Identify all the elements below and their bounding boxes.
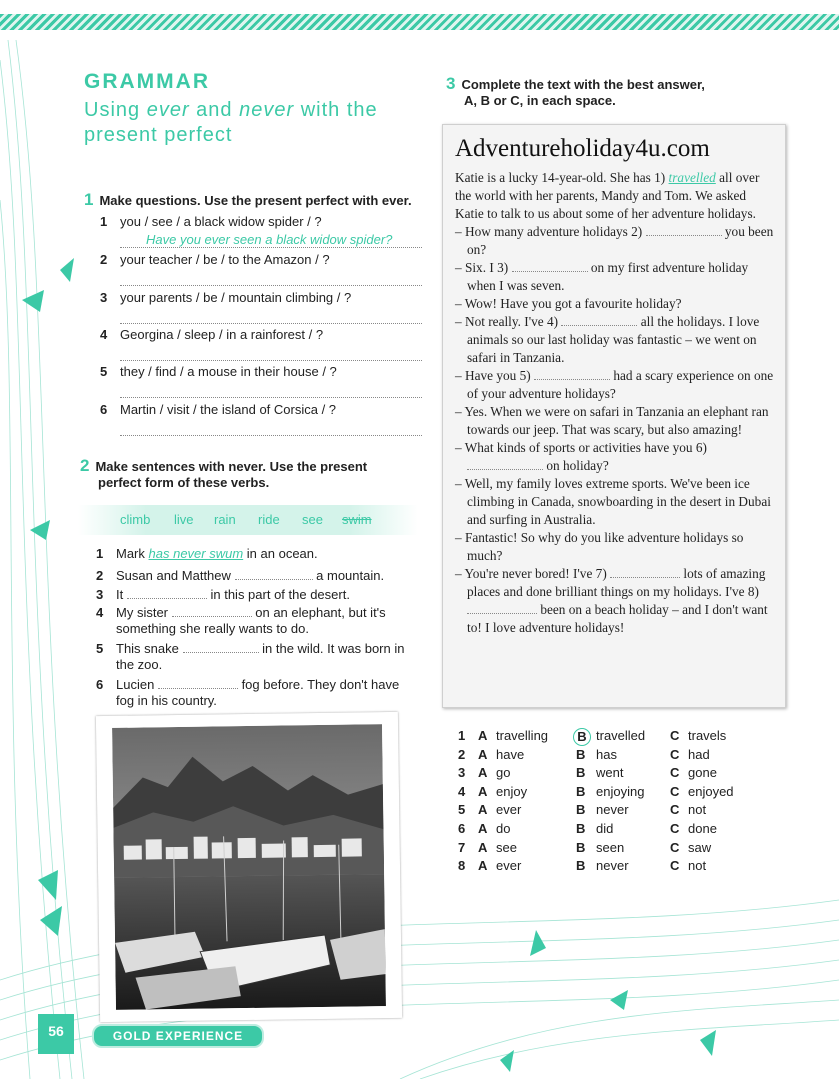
choice-a[interactable]: ever — [496, 802, 522, 818]
page-number: 56 — [38, 1014, 74, 1054]
choice-c[interactable]: enjoyed — [688, 783, 734, 799]
ex2-item: 6 Lucien fog before. They don't have fog in his country. — [96, 677, 400, 708]
choice-b[interactable]: never — [596, 858, 629, 874]
choice-a[interactable]: travelling — [496, 728, 549, 743]
choice-c[interactable]: travels — [688, 728, 727, 743]
section-subheading: Using ever and never with the present perfect — [84, 99, 378, 146]
word-item-crossed: swim — [342, 512, 372, 527]
word-item: live — [174, 512, 194, 527]
answer-blank[interactable] — [646, 223, 722, 236]
ex2-item: 3 It in this part of the desert. — [96, 587, 350, 602]
exercise-3-heading: 3 Complete the text with the best answer, A, B or C, in each space. — [446, 74, 705, 108]
ex1-answer-line[interactable] — [120, 420, 422, 436]
ex2-item: 5 This snake in the wild. It was born in the zoo. — [96, 641, 405, 672]
ex1-answer-line[interactable] — [120, 345, 422, 361]
word-item: ride — [258, 512, 280, 527]
exercise-1-heading: 1 Make questions. Use the present perfect with ever. — [84, 190, 412, 209]
choice-a[interactable]: go — [496, 765, 511, 781]
article-paper — [442, 124, 786, 708]
ex1-answer-line[interactable]: Have you ever seen a black widow spider? — [120, 232, 422, 248]
answer-blank[interactable] — [534, 367, 610, 380]
ex1-question: 3 your parents / be / mountain climbing / ? — [100, 290, 352, 305]
ex1-question: 2 your teacher / be / to the Amazon / ? — [100, 252, 330, 267]
ex2-item: 1 Mark has never swum in an ocean. — [96, 546, 318, 561]
word-item: climb — [120, 512, 151, 527]
answer-blank[interactable] — [172, 603, 252, 617]
harbour-photo — [96, 712, 402, 1022]
choice-b[interactable]: travelled — [596, 728, 646, 743]
article-site-title: Adventureholiday4u.com — [455, 135, 710, 162]
choice-a[interactable]: have — [496, 746, 525, 762]
answer-blank[interactable] — [610, 565, 680, 578]
ex1-question: 4 Georgina / sleep / in a rainforest / ? — [100, 327, 324, 342]
ex1-question: 6 Martin / visit / the island of Corsica / ? — [100, 402, 337, 417]
choice-c[interactable]: not — [688, 858, 707, 874]
ex1-answer-line[interactable] — [120, 308, 422, 324]
choice-c[interactable]: not — [688, 802, 707, 818]
answer-blank[interactable] — [158, 675, 238, 689]
answer-blank[interactable] — [467, 457, 543, 470]
choice-a[interactable]: do — [496, 821, 511, 836]
ex2-item: 4 My sister on an elephant, but it's something she really wants to do. — [96, 605, 386, 636]
answer-blank[interactable] — [467, 601, 537, 614]
ex2-item: 2 Susan and Matthew a mountain. — [96, 568, 385, 583]
choice-c[interactable]: done — [688, 821, 717, 836]
choice-b[interactable]: enjoying — [596, 783, 645, 799]
answer-blank[interactable] — [561, 313, 637, 326]
section-heading: GRAMMAR — [84, 70, 210, 93]
book-title-badge: GOLD EXPERIENCE — [92, 1024, 264, 1048]
choice-b[interactable]: has — [596, 746, 617, 762]
choice-b[interactable]: never — [596, 802, 629, 818]
choice-b[interactable]: did — [596, 821, 614, 836]
exercise-2-heading: 2 Make sentences with never. Use the present perfect form of these verbs. — [80, 456, 368, 490]
word-item: rain — [214, 512, 236, 527]
answer-blank[interactable] — [127, 585, 207, 599]
ex1-answer-line[interactable] — [120, 382, 422, 398]
choice-a[interactable]: ever — [496, 858, 522, 874]
choice-b[interactable]: went — [596, 765, 624, 781]
choice-c[interactable]: had — [688, 746, 710, 762]
word-box — [78, 505, 418, 535]
choice-a[interactable]: see — [496, 839, 517, 855]
answer-blank[interactable] — [512, 259, 588, 272]
answer-blank[interactable] — [235, 566, 313, 580]
top-stripe-bar — [0, 14, 839, 30]
harbour-photo-image — [112, 724, 386, 1010]
ex1-question: 5 they / find / a mouse in their house / ? — [100, 364, 337, 379]
choice-c[interactable]: saw — [688, 839, 712, 855]
word-item: see — [302, 512, 323, 527]
choice-c[interactable]: gone — [688, 765, 717, 781]
answer-blank[interactable] — [183, 639, 259, 653]
choice-a[interactable]: enjoy — [496, 783, 528, 799]
ex1-answer-line[interactable] — [120, 270, 422, 286]
choice-b[interactable]: seen — [596, 839, 625, 855]
article-text: Katie is a lucky 14-year-old. She has 1) travelled all over the world with her parents, Mandy and Tom. We asked Katie to talk to us about some of her adventure holidays. – How many adventure holidays 2) you been on? – Six. I 3) on my first adventure holiday when I was seven. – Wow! Have you got a favourite holiday? – Not really. I've 4) all the holidays. I love animals so our last holiday was fantastic – we went on safari in Tanzania. – Have you 5) had a scary experience on one of your adventure holidays? – Yes. When we were on safari in Tanzania an elephant ran towards our jeep. That was scary, but also amazing! – What kinds of sports or activities have you 6) on holiday? – Well, my family loves extreme sports. We've been ice climbing in Canada, snowboarding in the desert in Dubai and surfing in Australia. – Fantastic! So why do you like adventure holidays so much? – You're never bored! I've 7) lots of amazing places and done brilliant things on my holidays. I've 8) been on a beach holiday – and I don't want to! I love adventure holidays! — [455, 170, 774, 635]
ex1-question: 1 you / see / a black widow spider / ? — [100, 214, 322, 229]
